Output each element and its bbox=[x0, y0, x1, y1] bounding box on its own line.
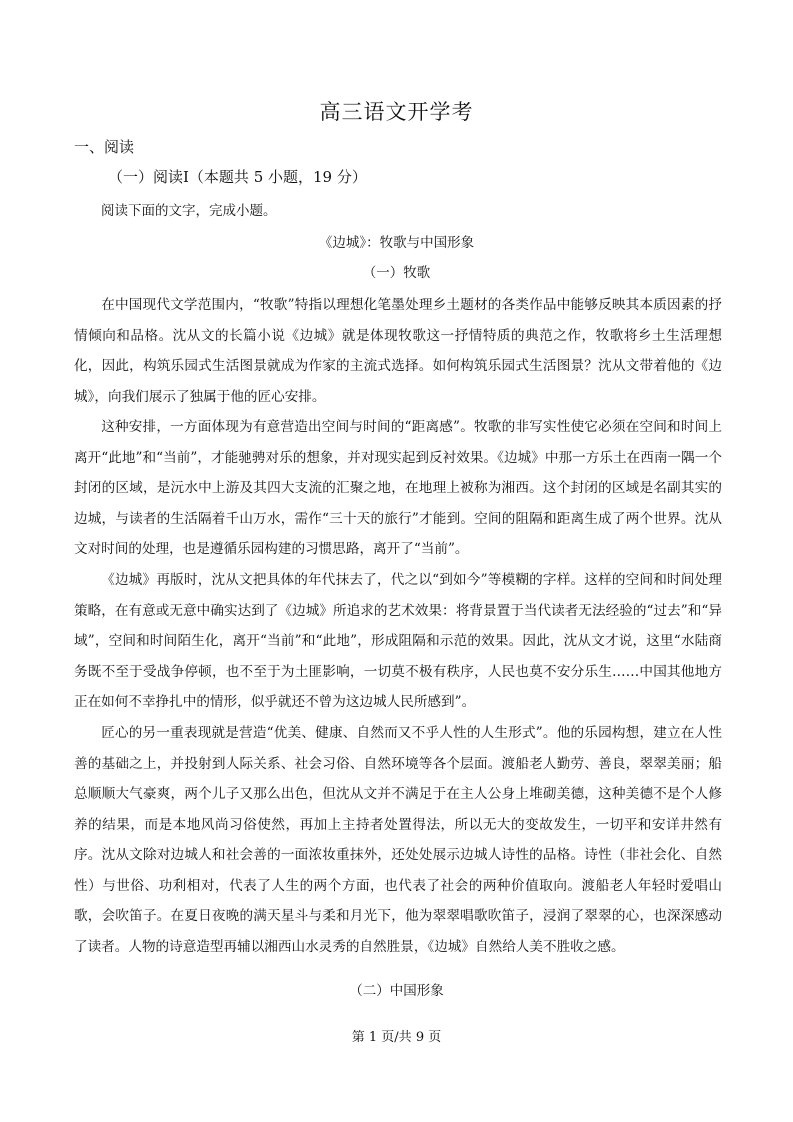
paragraph-4: 匠心的另一重表现就是营造“优美、健康、自然而又不乎人性的人生形式”。他的乐园构想，建立在人性善的基础之上，并投射到人际关系、社会习俗、自然环境等各个层面。渡船老人勤劳、善良，翠翠美丽；船总顺顺大气豪爽，两个儿子又那么出色，但沈从文并不满足于在主人公身上堆砌美德，这种美德不是个人修养的结果，而是本地风尚习俗使然，再加上主持者处置得法，所以无大的变故发生，一切平和安详井然有序。沈从文除对边城人和社会善的一面浓妆重抹外，还处处展示边城人诗性的品格。诗性（非社会化、自然性）与世俗、功利相对，代表了人生的两个方面，也代表了社会的两种价值取向。渡船老人年轻时爱唱山歌，会吹笛子。在夏日夜晚的满天星斗与柔和月光下，他为翠翠唱歌吹笛子，浸润了翠翠的心，也深深感动了读者。人物的诗意造型再辅以湘西山水灵秀的自然胜景，《边城》自然给人美不胜收之感。 bbox=[74, 725, 722, 955]
paragraph-1: 在中国现代文学范围内，“牧歌”特指以理想化笔墨处理乡土题材的各类作品中能够反映其本质因素的抒情倾向和品格。沈从文的长篇小说《边城》就是体现牧歌这一抒情特质的典范之作，牧歌将乡土生活理想化，因此，构筑乐园式生活图景就成为作家的主流式选择。如何构筑乐园式生活图景？沈从文带着他的《边城》，向我们展示了独属于他的匠心安排。 bbox=[74, 297, 722, 405]
paragraph-2: 这种安排，一方面体现为有意营造出空间与时间的“距离感”。牧歌的非写实性使它必须在空间和时间上离开“此地”和“当前”，才能驰骋对乐的想象，并对现实起到反衬效果。《边城》中那一方乐土在西南一隅一个封闭的区域，是沅水中上游及其四大支流的汇聚之地，在地理上被称为湘西。这个封闭的区域是名副其实的边城，与读者的生活隔着千山万水，需作“三十天的旅行”才能到。空间的阻隔和距离生成了两个世界。沈从文对时间的处理，也是遵循乐园构建的习惯思路，离开了“当前”。 bbox=[74, 419, 722, 557]
paragraph-3: 《边城》再版时，沈从文把具体的年代抹去了，代之以“到如今”等模糊的字样。这样的空间和时间处理策略，在有意或无意中确实达到了《边城》所追求的艺术效果：将背景置于当代读者无法经验的“过去”和“异域”，空间和时间陌生化，离开“当前”和“此地”，形成阻隔和示范的效果。因此，沈从文才说，这里“水陆商务既不至于受战争停顿，也不至于为土匪影响，一切莫不极有秩序，人民也莫不安分乐生……中国其他地方正在如何不幸挣扎中的情形，似乎就还不曾为这边城人民所感到”。 bbox=[74, 572, 722, 710]
part-title-pastoral: （一）牧歌 bbox=[362, 265, 431, 281]
page-title: 高三语文开学考 bbox=[319, 100, 474, 124]
page-footer: 第 1 页/共 9 页 bbox=[351, 1030, 442, 1045]
part-title-china-image: （二）中国形象 bbox=[349, 983, 444, 999]
instruction-text: 阅读下面的文字，完成小题。 bbox=[101, 203, 277, 219]
subsection-heading: （一）阅读Ⅰ（本题共 5 小题，19 分） bbox=[108, 168, 367, 186]
section-heading: 一、阅读 bbox=[74, 138, 135, 156]
article-title: 《边城》：牧歌与中国形象 bbox=[318, 235, 475, 251]
